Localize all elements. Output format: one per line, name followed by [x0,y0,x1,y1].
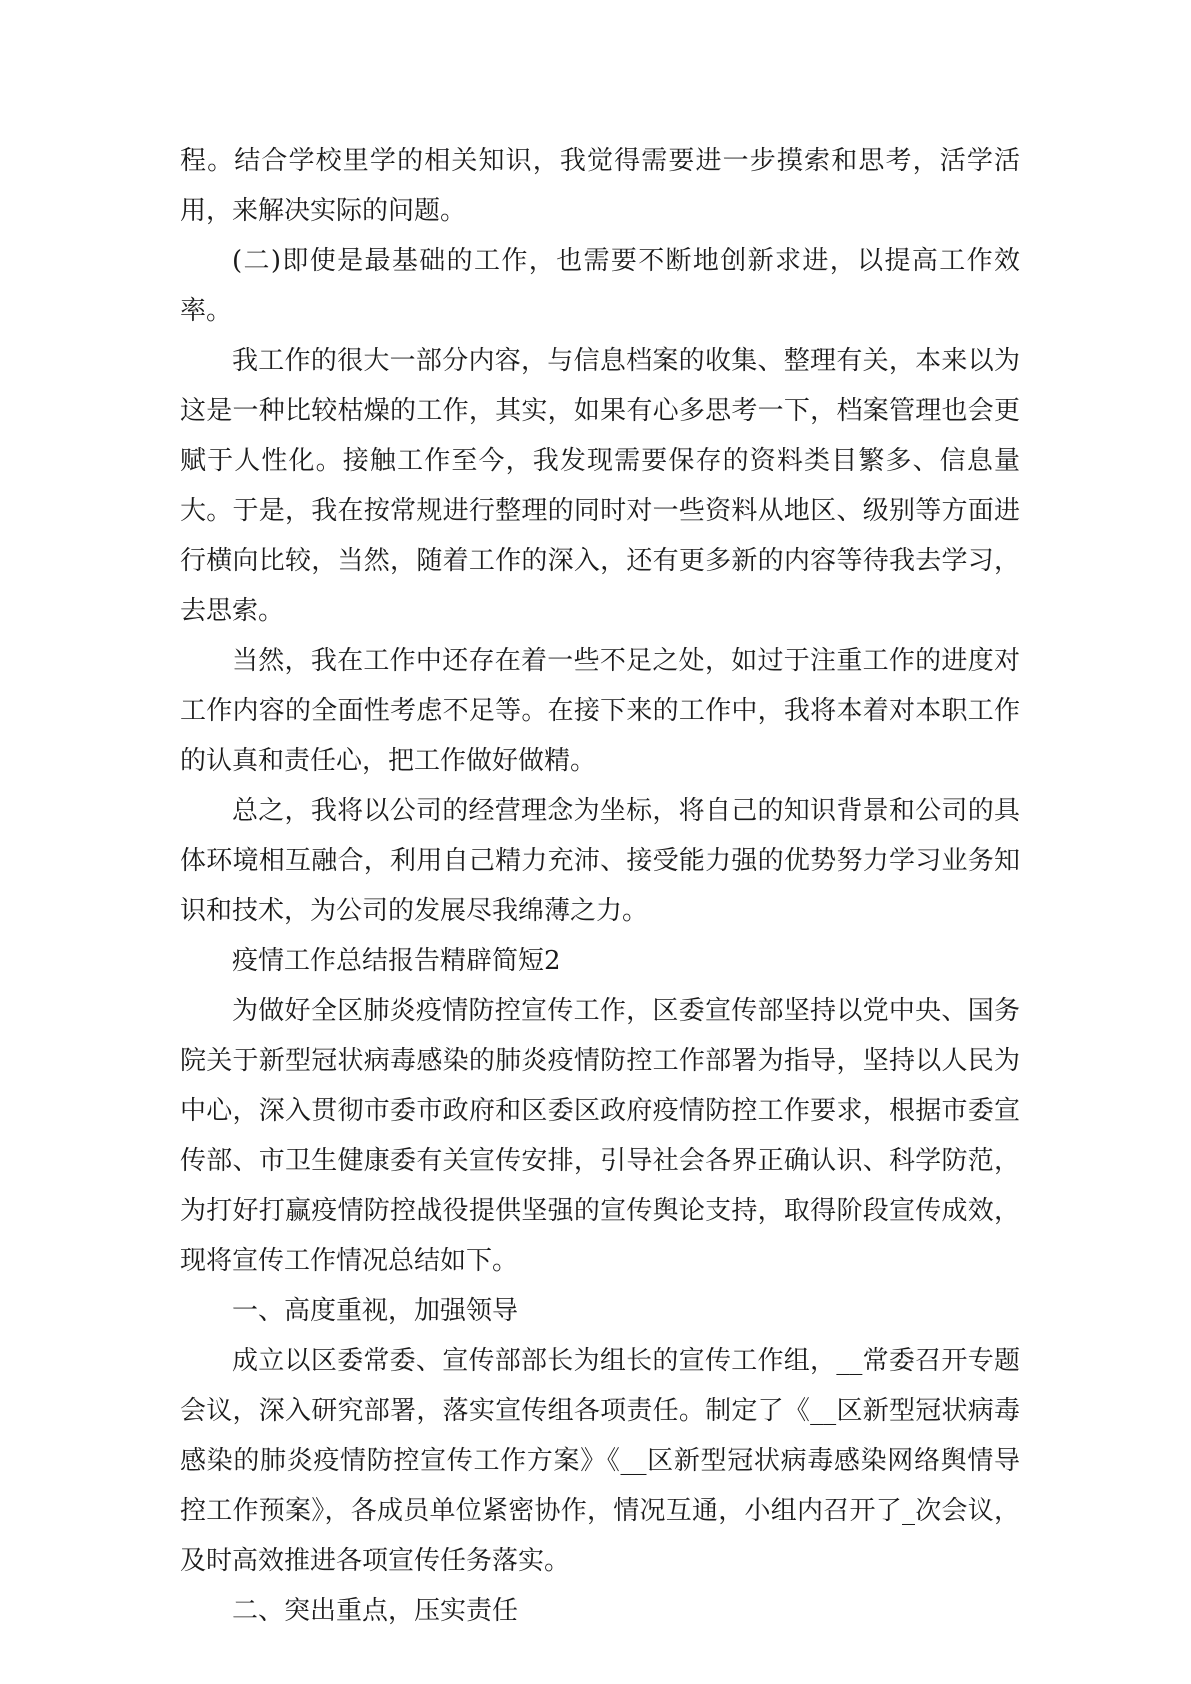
paragraph-working-group: 成立以区委常委、宣传部部长为组长的宣传工作组，__常委召开专题会议，深入研究部署，落实宣传组各项责任。制定了《__区新型冠状病毒感染的肺炎疫情防控宣传工作方案》《__区新型冠状病毒感染网络舆情导控工作预案》，各成员单位紧密协作，情况互通，小组内召开了_次会议，及时高效推进各项宣传任务落实。 [180,1346,1020,1576]
heading-two: 二、突出重点，压实责任 [232,1596,519,1626]
paragraph-archive-work: 我工作的很大一部分内容，与信息档案的收集、整理有关，本来以为这是一种比较枯燥的工作，其实，如果有心多思考一下，档案管理也会更赋于人性化。接触工作至今，我发现需要保存的资料类目繁多、信息量大。于是，我在按常规进行整理的同时对一些资料从地区、级别等方面进行横向比较，当然，随着工作的深入，还有更多新的内容等待我去学习，去思索。 [180,346,1020,626]
paragraph-subsection-two: (二)即使是最基础的工作，也需要不断地创新求进，以提高工作效率。 [180,246,1020,326]
document-body [180,136,1020,1636]
paragraph-continuation: 程。结合学校里学的相关知识，我觉得需要进一步摸索和思考，活学活用，来解决实际的问题。 [180,146,1020,226]
paragraph-shortcomings: 当然，我在工作中还存在着一些不足之处，如过于注重工作的进度对工作内容的全面性考虑不足等。在接下来的工作中，我将本着对本职工作的认真和责任心，把工作做好做精。 [180,646,1020,776]
paragraph-intro: 为做好全区肺炎疫情防控宣传工作，区委宣传部坚持以党中央、国务院关于新型冠状病毒感染的肺炎疫情防控工作部署为指导，坚持以人民为中心，深入贯彻市委市政府和区委区政府疫情防控工作要求，根据市委宣传部、市卫生健康委有关宣传安排，引导社会各界正确认识、科学防范，为打好打赢疫情防控战役提供坚强的宣传舆论支持，取得阶段宣传成效，现将宣传工作情况总结如下。 [180,996,1020,1276]
paragraph-conclusion: 总之，我将以公司的经营理念为坐标，将自己的知识背景和公司的具体环境相互融合，利用自己精力充沛、接受能力强的优势努力学习业务知识和技术，为公司的发展尽我绵薄之力。 [180,796,1020,926]
section-title: 疫情工作总结报告精辟简短2 [232,946,561,976]
heading-one: 一、高度重视，加强领导 [232,1296,519,1326]
